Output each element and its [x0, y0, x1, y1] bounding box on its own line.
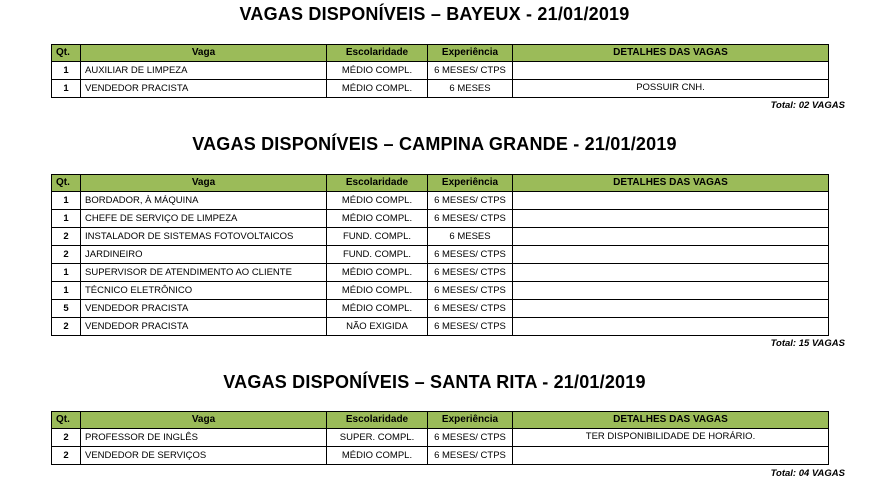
section-total-campina-grande: Total: 15 VAGAS — [770, 338, 845, 349]
table-row — [52, 80, 829, 98]
table-row — [52, 429, 829, 447]
header-qt: Qt. — [52, 45, 81, 62]
cell-escolaridade: FUND. COMPL. — [327, 228, 428, 246]
cell-vaga: VENDEDOR DE SERVIÇOS — [81, 447, 327, 465]
table-row — [52, 300, 829, 318]
cell-qt: 1 — [52, 210, 81, 228]
header-detalhes: DETALHES DAS VAGAS — [513, 175, 829, 192]
cell-vaga: CHEFE DE SERVIÇO DE LIMPEZA — [81, 210, 327, 228]
cell-detalhes — [513, 447, 829, 465]
cell-experiencia: 6 MESES/ CTPS — [428, 318, 513, 336]
cell-qt: 1 — [52, 192, 81, 210]
cell-vaga: JARDINEIRO — [81, 246, 327, 264]
cell-qt: 1 — [52, 62, 81, 80]
cell-escolaridade: MÉDIO COMPL. — [327, 210, 428, 228]
cell-experiencia: 6 MESES/ CTPS — [428, 210, 513, 228]
vagas-table-santa-rita — [51, 411, 829, 465]
cell-detalhes — [513, 318, 829, 336]
vagas-table-campina-grande — [51, 174, 829, 336]
cell-detalhes — [513, 210, 829, 228]
section-title-santa-rita: VAGAS DISPONÍVEIS – SANTA RITA - 21/01/2019 — [223, 372, 646, 392]
table-row — [52, 192, 829, 210]
section-total-santa-rita: Total: 04 VAGAS — [770, 468, 845, 479]
table-header-row — [52, 412, 829, 429]
header-experiencia: Experiência — [428, 412, 513, 429]
cell-experiencia: 6 MESES/ CTPS — [428, 300, 513, 318]
header-qt: Qt. — [52, 175, 81, 192]
header-detalhes: DETALHES DAS VAGAS — [513, 412, 829, 429]
header-qt: Qt. — [52, 412, 81, 429]
cell-vaga: PROFESSOR DE INGLÊS — [81, 429, 327, 447]
cell-escolaridade: MÉDIO COMPL. — [327, 80, 428, 98]
cell-vaga: AUXILIAR DE LIMPEZA — [81, 62, 327, 80]
cell-detalhes: TER DISPONIBILIDADE DE HORÁRIO. — [513, 429, 829, 447]
table-row — [52, 246, 829, 264]
header-detalhes: DETALHES DAS VAGAS — [513, 45, 829, 62]
cell-escolaridade: MÉDIO COMPL. — [327, 300, 428, 318]
cell-vaga: TÉCNICO ELETRÔNICO — [81, 282, 327, 300]
cell-escolaridade: NÃO EXIGIDA — [327, 318, 428, 336]
cell-escolaridade: FUND. COMPL. — [327, 246, 428, 264]
cell-experiencia: 6 MESES/ CTPS — [428, 429, 513, 447]
cell-detalhes — [513, 264, 829, 282]
cell-qt: 1 — [52, 80, 81, 98]
cell-escolaridade: MÉDIO COMPL. — [327, 192, 428, 210]
cell-experiencia: 6 MESES/ CTPS — [428, 282, 513, 300]
cell-qt: 2 — [52, 246, 81, 264]
cell-experiencia: 6 MESES/ CTPS — [428, 264, 513, 282]
cell-detalhes — [513, 228, 829, 246]
cell-detalhes — [513, 62, 829, 80]
cell-vaga: VENDEDOR PRACISTA — [81, 80, 327, 98]
cell-experiencia: 6 MESES/ CTPS — [428, 192, 513, 210]
cell-vaga: SUPERVISOR DE ATENDIMENTO AO CLIENTE — [81, 264, 327, 282]
cell-escolaridade: MÉDIO COMPL. — [327, 264, 428, 282]
cell-experiencia: 6 MESES/ CTPS — [428, 447, 513, 465]
cell-qt: 2 — [52, 318, 81, 336]
header-vaga: Vaga — [81, 175, 327, 192]
table-header-row — [52, 45, 829, 62]
cell-qt: 2 — [52, 447, 81, 465]
section-title-campina-grande: VAGAS DISPONÍVEIS – CAMPINA GRANDE - 21/01/2019 — [192, 134, 677, 154]
cell-vaga: INSTALADOR DE SISTEMAS FOTOVOLTAICOS — [81, 228, 327, 246]
header-vaga: Vaga — [81, 412, 327, 429]
cell-escolaridade: SUPER. COMPL. — [327, 429, 428, 447]
cell-qt: 1 — [52, 282, 81, 300]
table-row — [52, 264, 829, 282]
table-header-row — [52, 175, 829, 192]
table-row — [52, 210, 829, 228]
cell-qt: 2 — [52, 228, 81, 246]
table-row — [52, 62, 829, 80]
cell-experiencia: 6 MESES — [428, 228, 513, 246]
cell-qt: 1 — [52, 264, 81, 282]
cell-detalhes — [513, 300, 829, 318]
cell-vaga: VENDEDOR PRACISTA — [81, 300, 327, 318]
table-row — [52, 282, 829, 300]
cell-vaga: BORDADOR, À MÁQUINA — [81, 192, 327, 210]
header-vaga: Vaga — [81, 45, 327, 62]
table-row — [52, 318, 829, 336]
table-row — [52, 228, 829, 246]
header-experiencia: Experiência — [428, 45, 513, 62]
cell-qt: 5 — [52, 300, 81, 318]
cell-detalhes — [513, 246, 829, 264]
cell-escolaridade: MÉDIO COMPL. — [327, 447, 428, 465]
header-escolaridade: Escolaridade — [327, 175, 428, 192]
header-experiencia: Experiência — [428, 175, 513, 192]
table-row — [52, 447, 829, 465]
cell-detalhes: POSSUIR CNH. — [513, 80, 829, 98]
vagas-table-bayeux — [51, 44, 829, 98]
header-escolaridade: Escolaridade — [327, 412, 428, 429]
cell-escolaridade: MÉDIO COMPL. — [327, 62, 428, 80]
cell-detalhes — [513, 282, 829, 300]
cell-vaga: VENDEDOR PRACISTA — [81, 318, 327, 336]
cell-experiencia: 6 MESES — [428, 80, 513, 98]
header-escolaridade: Escolaridade — [327, 45, 428, 62]
section-total-bayeux: Total: 02 VAGAS — [770, 100, 845, 111]
cell-escolaridade: MÉDIO COMPL. — [327, 282, 428, 300]
cell-experiencia: 6 MESES/ CTPS — [428, 62, 513, 80]
cell-qt: 2 — [52, 429, 81, 447]
cell-experiencia: 6 MESES/ CTPS — [428, 246, 513, 264]
section-title-bayeux: VAGAS DISPONÍVEIS – BAYEUX - 21/01/2019 — [239, 4, 630, 24]
cell-detalhes — [513, 192, 829, 210]
